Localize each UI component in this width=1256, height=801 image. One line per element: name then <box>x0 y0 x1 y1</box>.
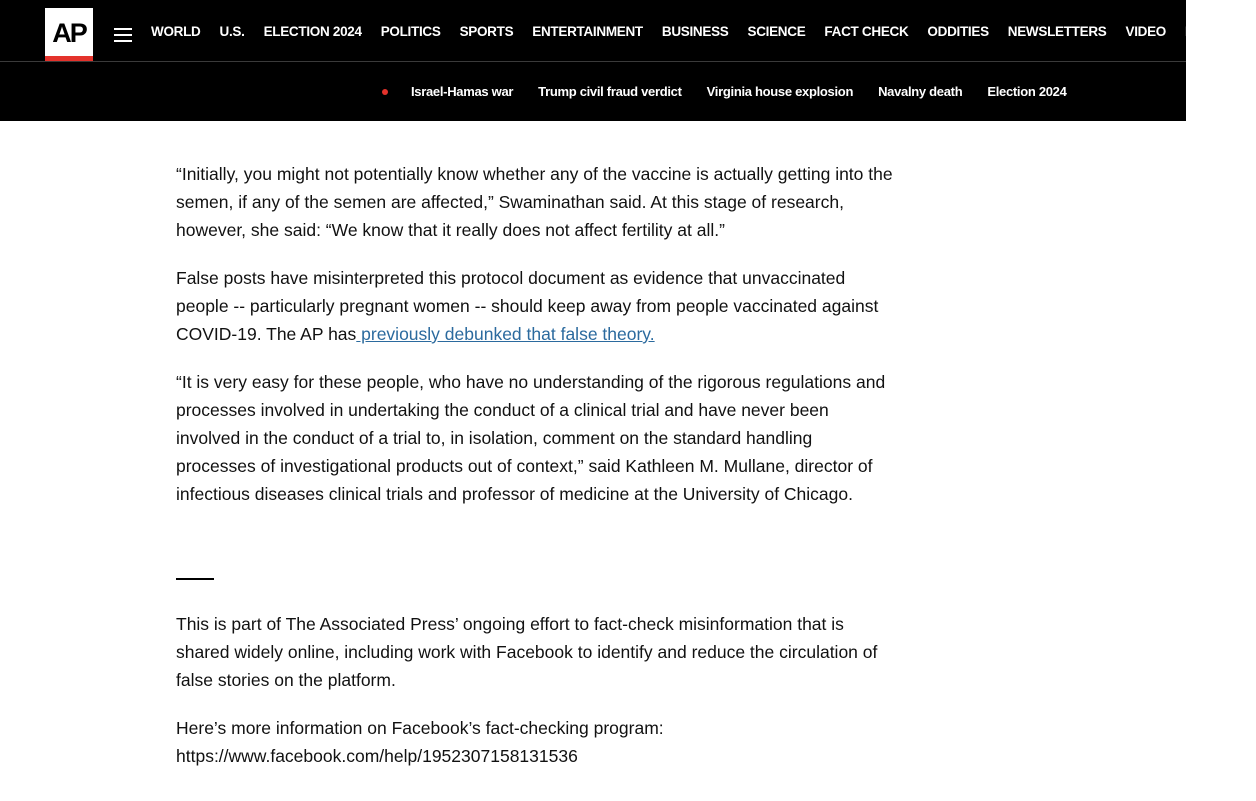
article-paragraph: “It is very easy for these people, who have no understanding of the rigorous regulations and processes involved in undertaking the conduct of a clinical trial and have never been involved in the conduct of a trial to, in isolation, comment on the standard handling processes of investigational products out of context,” said Kathleen M. Mullane, director of infectious diseases clinical trials and professor of medicine at the University of Chicago. <box>176 372 886 504</box>
nav-item-politics[interactable]: POLITICS <box>380 23 441 39</box>
trending-item-election-2024[interactable]: Election 2024 <box>987 84 1067 99</box>
nav-item-fact-check[interactable]: FACT CHECK <box>824 23 909 39</box>
paragraph-text: False posts have misinterpreted this protocol document as evidence that unvaccinated people -- particularly pregnant women -- should keep away from people vaccinated against COVID-19. The AP has <box>176 268 879 344</box>
nav-item-science[interactable]: SCIENCE <box>747 23 806 39</box>
trending-bar <box>0 62 1186 121</box>
top-navigation-bar <box>0 0 1237 62</box>
trending-list <box>411 62 1092 121</box>
trending-item-trump-civil-fraud-verdict[interactable]: Trump civil fraud verdict <box>538 84 682 99</box>
debunked-theory-link[interactable]: previously debunked that false theory. <box>356 324 655 344</box>
nav-item-world[interactable]: WORLD <box>151 23 201 39</box>
ap-logo[interactable] <box>45 8 93 61</box>
paragraph-text: Here’s more information on Facebook’s fact-checking program: <box>176 718 664 738</box>
nav-item-us[interactable]: U.S. <box>219 23 245 39</box>
nav-item-sports[interactable]: SPORTS <box>459 23 514 39</box>
logo-text: AP <box>52 17 86 48</box>
nav-item-health[interactable]: HEALTH <box>1185 23 1237 39</box>
article-paragraph <box>176 714 896 770</box>
article-body <box>176 160 896 790</box>
trending-item-israel-hamas-war[interactable]: Israel-Hamas war <box>411 84 514 99</box>
main-nav <box>151 0 1256 62</box>
trending-item-virginia-house-explosion[interactable]: Virginia house explosion <box>706 84 854 99</box>
trending-dot-icon <box>382 89 388 95</box>
nav-item-video[interactable]: VIDEO <box>1125 23 1166 39</box>
nav-item-entertainment[interactable]: ENTERTAINMENT <box>532 23 643 39</box>
article-paragraph: This is part of The Associated Press’ ongoing effort to fact-check misinformation that is shared widely online, including work with Facebook to identify and reduce the circulation of false stories on the platform. <box>176 614 878 690</box>
article-paragraph: “Initially, you might not potentially know whether any of the vaccine is actually getting into the semen, if any of the semen are affected,” Swaminathan said. At this stage of research, however, she said: “We know that it really does not affect fertility at all.” <box>176 164 893 240</box>
nav-item-newsletters[interactable]: NEWSLETTERS <box>1007 23 1107 39</box>
trending-item-navalny-death[interactable]: Navalny death <box>878 84 963 99</box>
article-paragraph <box>176 264 896 348</box>
nav-item-oddities[interactable]: ODDITIES <box>927 23 989 39</box>
section-divider <box>176 578 214 580</box>
hamburger-menu-icon[interactable] <box>114 28 132 42</box>
facebook-help-url: https://www.facebook.com/help/1952307158131536 <box>176 746 578 766</box>
nav-item-business[interactable]: BUSINESS <box>661 23 729 39</box>
nav-item-election-2024[interactable]: ELECTION 2024 <box>263 23 362 39</box>
